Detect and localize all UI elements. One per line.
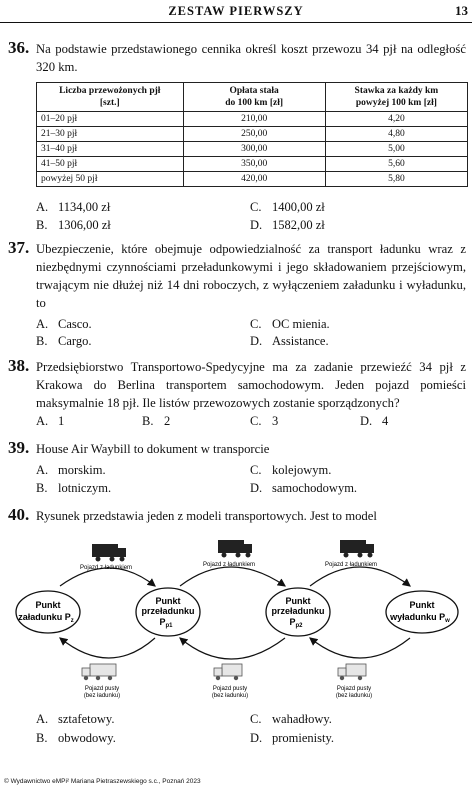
answer-c[interactable]: C. wahadłowy. bbox=[250, 712, 332, 726]
empty-arrow bbox=[180, 638, 285, 659]
svg-text:załadunku Pz: załadunku $P_z$ bbox=[18, 612, 74, 624]
table-cell: 5,60 bbox=[325, 157, 467, 172]
table-row bbox=[37, 157, 468, 172]
question-38 bbox=[8, 358, 466, 412]
svg-text:Punkt: Punkt bbox=[285, 596, 311, 606]
answer-a[interactable]: A. sztafetowy. bbox=[36, 712, 115, 726]
svg-text:Punkt: Punkt bbox=[155, 596, 181, 606]
answer-a[interactable]: A. 1 bbox=[36, 414, 65, 428]
answer-d[interactable]: D. 1582,00 zł bbox=[250, 218, 325, 232]
header-title: ZESTAW PIERWSZY bbox=[168, 4, 304, 18]
empty-label: Pojazd pusty bbox=[212, 686, 248, 692]
table-cell: powyżej 50 pjł bbox=[37, 172, 184, 187]
answer-a[interactable]: A. morskim. bbox=[36, 463, 106, 477]
loaded-truck-icon bbox=[218, 540, 252, 558]
table-cell: 5,00 bbox=[325, 142, 467, 157]
question-number: 38. bbox=[8, 356, 30, 375]
empty-arrow bbox=[60, 638, 155, 658]
svg-text:wyładunku Pw: wyładunku $P_w$ bbox=[390, 612, 450, 624]
empty-arrow bbox=[310, 638, 410, 658]
svg-text:Pp1: $P_{p1}$ bbox=[159, 617, 173, 629]
question-36 bbox=[8, 40, 466, 76]
answer-c[interactable]: C. kolejowym. bbox=[250, 463, 332, 477]
table-row bbox=[37, 142, 468, 157]
page-number: 13 bbox=[455, 3, 468, 18]
answer-b[interactable]: B. Cargo. bbox=[36, 334, 92, 348]
loaded-label: Pojazd z ładunkiem bbox=[325, 562, 378, 568]
node-unloading-point bbox=[386, 591, 458, 633]
loaded-arrow bbox=[180, 567, 285, 586]
empty-label: (bez ładunku) bbox=[83, 693, 121, 699]
table-cell: 01–20 pjł bbox=[37, 112, 184, 127]
table-header-cell: Liczba przewożonych pjł [szt.] bbox=[37, 83, 184, 112]
node-loading-point bbox=[16, 591, 80, 633]
svg-text:Pp2: $P_{p2}$ bbox=[289, 617, 303, 629]
answer-b[interactable]: B. obwodowy. bbox=[36, 731, 116, 745]
answer-d[interactable]: D. Assistance. bbox=[250, 334, 329, 348]
answer-b[interactable]: B. 2 bbox=[142, 414, 171, 428]
table-cell: 4,80 bbox=[325, 127, 467, 142]
svg-text:Punkt: Punkt bbox=[35, 600, 61, 610]
table-row bbox=[37, 127, 468, 142]
question-text: Rysunek przedstawia jeden z modeli transportowych. Jest to model bbox=[36, 509, 377, 523]
answer-c[interactable]: C. 1400,00 zł bbox=[250, 200, 325, 214]
answer-c[interactable]: C. OC mienia. bbox=[250, 317, 330, 331]
table-row bbox=[37, 172, 468, 187]
question-number: 37. bbox=[8, 238, 30, 257]
table-header-row bbox=[37, 83, 468, 112]
svg-text:przeładunku: przeładunku bbox=[141, 606, 195, 616]
table-cell: 31–40 pjł bbox=[37, 142, 184, 157]
answer-d[interactable]: D. samochodowym. bbox=[250, 481, 358, 495]
loaded-label: Pojazd z ładunkiem bbox=[80, 565, 133, 571]
empty-label: Pojazd pusty bbox=[84, 686, 120, 692]
table-cell: 420,00 bbox=[183, 172, 325, 187]
loaded-arrow bbox=[310, 567, 410, 586]
table-row bbox=[37, 112, 468, 127]
table-cell: 250,00 bbox=[183, 127, 325, 142]
table-cell: 41–50 pjł bbox=[37, 157, 184, 172]
question-text: Na podstawie przedstawionego cennika określ koszt przewozu 34 pjł na odległość 320 km. bbox=[36, 42, 466, 74]
table-cell: 5,80 bbox=[325, 172, 467, 187]
table-cell: 4,20 bbox=[325, 112, 467, 127]
question-number: 36. bbox=[8, 38, 30, 57]
empty-truck-icon bbox=[338, 664, 366, 680]
question-39 bbox=[8, 440, 466, 458]
empty-truck-icon bbox=[82, 664, 116, 680]
node-transfer-point-2 bbox=[266, 588, 330, 636]
question-40 bbox=[8, 507, 466, 525]
node-transfer-point-1 bbox=[136, 588, 200, 636]
empty-truck-icon bbox=[214, 664, 242, 680]
answer-b[interactable]: B. lotniczym. bbox=[36, 481, 112, 495]
loaded-truck-icon bbox=[92, 544, 126, 562]
question-number: 39. bbox=[8, 438, 30, 457]
table-cell: 210,00 bbox=[183, 112, 325, 127]
price-table bbox=[36, 82, 468, 187]
answer-a[interactable]: A. Casco. bbox=[36, 317, 92, 331]
empty-label: Pojazd pusty bbox=[336, 686, 372, 692]
svg-text:przeładunku: przeładunku bbox=[271, 606, 325, 616]
answer-c[interactable]: C. 3 bbox=[250, 414, 279, 428]
question-text: House Air Waybill to dokument w transporcie bbox=[36, 442, 270, 456]
table-cell: 350,00 bbox=[183, 157, 325, 172]
loaded-truck-icon bbox=[340, 540, 374, 558]
table-cell: 21–30 pjł bbox=[37, 127, 184, 142]
footer-copyright: © Wydawnictwo eMPi² Mariana Pietraszewskiego s.c., Poznań 2023 bbox=[4, 778, 201, 785]
question-text: Przedsiębiorstwo Transportowo-Spedycyjne ma za zadanie przewieźć 34 pjł z Krakowa do Berlina transportem samochodowym. Jeden pojazd pomieści maksymalnie 18 pjł. Ile listów przewozowych zostanie sporządzonych? bbox=[36, 360, 466, 410]
table-cell: 300,00 bbox=[183, 142, 325, 157]
question-number: 40. bbox=[8, 505, 30, 524]
svg-text:Punkt: Punkt bbox=[409, 600, 435, 610]
question-37 bbox=[8, 240, 466, 312]
page-header bbox=[0, 0, 472, 23]
table-header-cell: Opłata stała do 100 km [zł] bbox=[183, 83, 325, 112]
answer-d[interactable]: D. promienisty. bbox=[250, 731, 335, 745]
answer-b[interactable]: B. 1306,00 zł bbox=[36, 218, 111, 232]
transport-model-diagram bbox=[0, 528, 472, 706]
loaded-label: Pojazd z ładunkiem bbox=[203, 562, 256, 568]
empty-label: (bez ładunku) bbox=[335, 693, 373, 699]
answer-d[interactable]: D. 4 bbox=[360, 414, 389, 428]
table-header-cell: Stawka za każdy km powyżej 100 km [zł] bbox=[325, 83, 467, 112]
question-text: Ubezpieczenie, które obejmuje odpowiedzialność za transport ładunku wraz z niezbędnymi czynnościami przeładunkowymi i jego składowaniem przejściowym, trwającym nie dłużej niż 14 dni roboczych, z wyłączeniem załadunku i wyładunku, to bbox=[36, 242, 466, 310]
empty-label: (bez ładunku) bbox=[211, 693, 249, 699]
answer-a[interactable]: A. 1134,00 zł bbox=[36, 200, 111, 214]
